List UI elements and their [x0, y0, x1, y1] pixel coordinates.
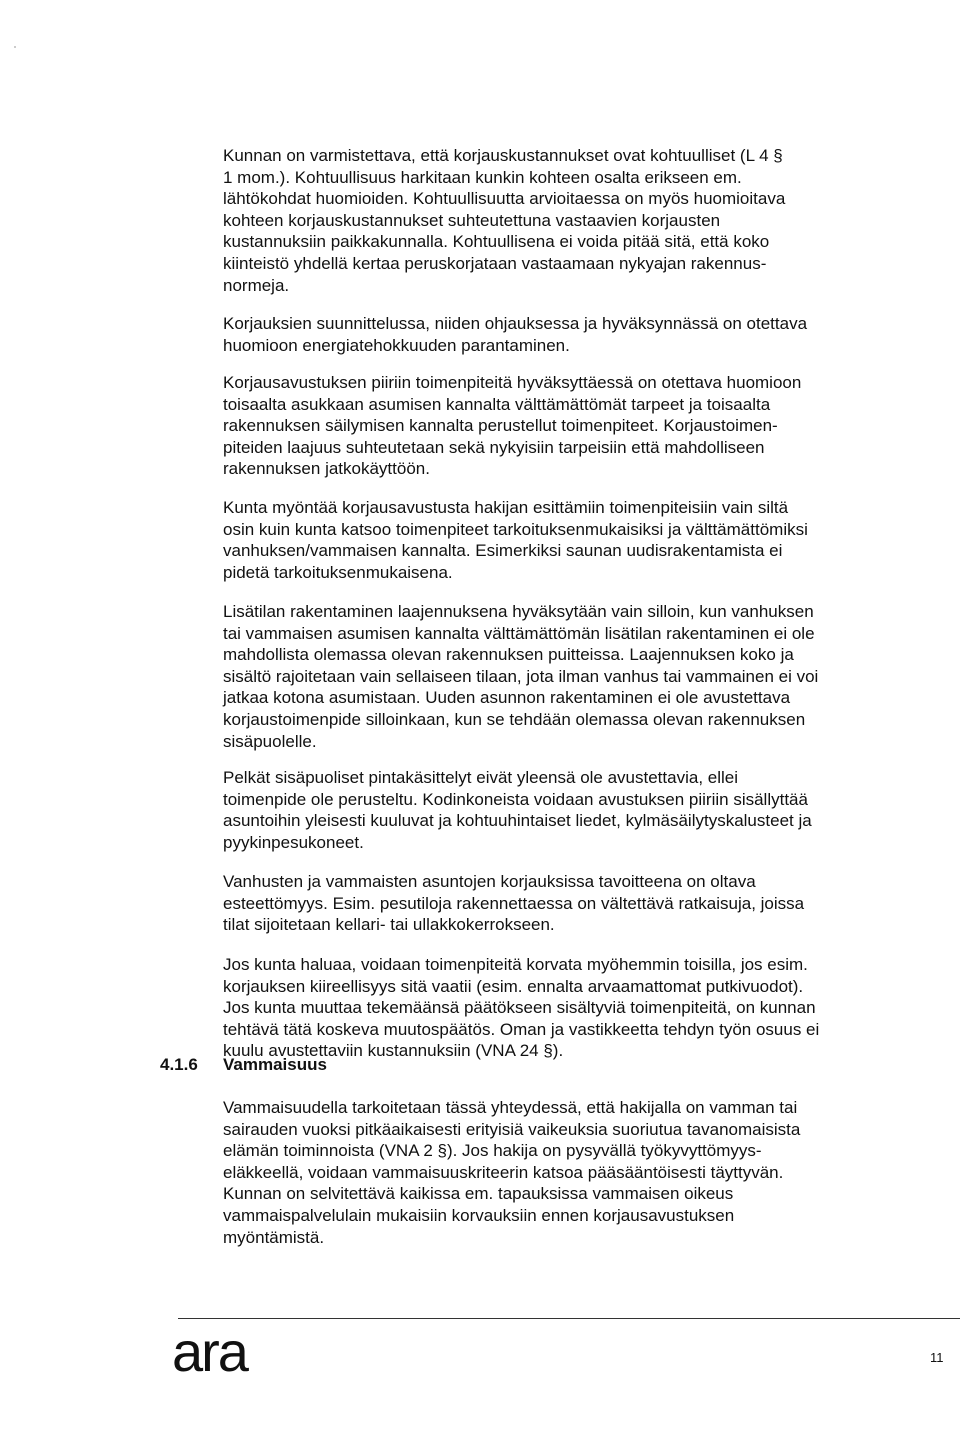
section-heading — [160, 1054, 327, 1076]
paragraph-surface-treatments: Pelkät sisäpuoliset pintakäsittelyt eivät yleensä ole avustettavia, ellei toimenpide ole perusteltu. Kodinkoneista voidaan avustuksen piiriin sisällyttää asuntoihin yleisesti kuuluvat ja kohtuuhintaiset liedet, kylmäsäilytyskalusteet ja pyykinpesukoneet. — [223, 768, 812, 852]
section-title: Vammaisuus — [223, 1055, 327, 1074]
paragraph-energy-efficiency: Korjauksien suunnittelussa, niiden ohjauksessa ja hyväksynnässä on otettava huomioon energiatehokkuuden parantaminen. — [223, 314, 808, 355]
paragraph-extension: Lisätilan rakentaminen laajennuksena hyväksytään vain silloin, kun vanhuksen tai vammaisen asumisen kannalta välttämättömän lisätilan rakentaminen ei ole mahdollista olemassa olevan rakennuksen puitteissa. Laajennuksen koko ja sisältö rajoitetaan vain sellaiseen tilaan, jota ilman vanhus tai vammainen ei voi jatkaa kotona asumistaan. Uuden asunnon rakentaminen ei ole avustettava korjaustoimenpide silloinkaan, kun se tehdään olemassa olevan rakennuksen sisäpuolelle. — [223, 602, 819, 751]
section-number: 4.1.6 — [160, 1055, 198, 1074]
paragraph-change-decision: Jos kunta haluaa, voidaan toimenpiteitä korvata myöhemmin toisilla, jos esim. korjauksen kiireellisyys sitä vaatii (esim. ennalta arvaamattomat putkivuodot). Jos kunta muuttaa tekemäänsä päätökseen sisältyviä toimenpiteitä, on kunnan tehtävä tätä koskeva muutospäätös. Oman ja vastikkeetta tehdyn työn osuus ei kuulu avustettaviin kustannuksiin (VNA 24 §). — [223, 955, 820, 1061]
scan-speck — [14, 46, 16, 48]
paragraph-grant-criteria: Kunta myöntää korjausavustusta hakijan esittämiin toimenpiteisiin vain siltä osin kuin kunta katsoo toimenpiteet tarkoituksenmukaisiksi ja välttämättömiksi vanhuksen/vammaisen kannalta. Esimerkiksi saunan uudisrakentamista ei pidetä tarkoituksenmukaisena. — [223, 498, 808, 582]
paragraph-accessibility: Vanhusten ja vammaisten asuntojen korjauksissa tavoitteena on oltava esteettömyys. Esim. pesutiloja rakennettaessa on vältettävä ratkaisuja, joissa tilat sijoitetaan kellari- tai ullakkokerrokseen. — [223, 872, 805, 935]
page-number: 11 — [930, 1350, 944, 1365]
paragraph-cost-reasonableness: Kunnan on varmistettava, että korjauskustannukset ovat kohtuulliset (L 4 § 1 mom.). Kohtuullisuus harkitaan kunkin kohteen osalta erikseen em. lähtökohdat huomioiden. Kohtuullisuutta arvioitaessa on myös huomioitava kohteen korjauskustannukset suhteutettuna vastaavien korjausten kustannuksiin paikkakunnalla. Kohtuullisena ei voida pitää sitä, että koko kiinteistö yhdellä kertaa peruskorjataan vastaamaan nykyajan rakennus- normeja. — [223, 146, 786, 295]
paragraph-measures-scope: Korjausavustuksen piiriin toimenpiteitä hyväksyttäessä on otettava huomioon toisaalta asukkaan asumisen kannalta välttämättömät tarpeet ja toisaalta rakennuksen säilymisen kannalta perustellut toimenpiteet. Korjaustoimen- piteiden laajuus suhteutetaan sekä nykyisiin tarpeisiin että mahdolliseen rakennuksen jatkokäyttöön. — [223, 373, 802, 479]
ara-logo: ara — [172, 1320, 247, 1383]
paragraph-disability-definition: Vammaisuudella tarkoitetaan tässä yhteydessä, että hakijalla on vamman tai sairauden vuoksi pitkäaikaisesti erityisiä vaikeuksia suoriutua tavanomaisista elämän toiminnoista (VNA 2 §). Jos hakija on pysyvällä työkyvyttömyys- eläkkeellä, voidaan vammaisuuskriteerin katsoa pääsääntöisesti täyttyvän. Kunnan on selvitettävä kaikissa em. tapauksissa vammaisen oikeus vammaispalvelulain mukaisiin korvauksiin ennen korjausavustuksen myöntämistä. — [223, 1098, 801, 1247]
footer-divider — [178, 1318, 960, 1319]
